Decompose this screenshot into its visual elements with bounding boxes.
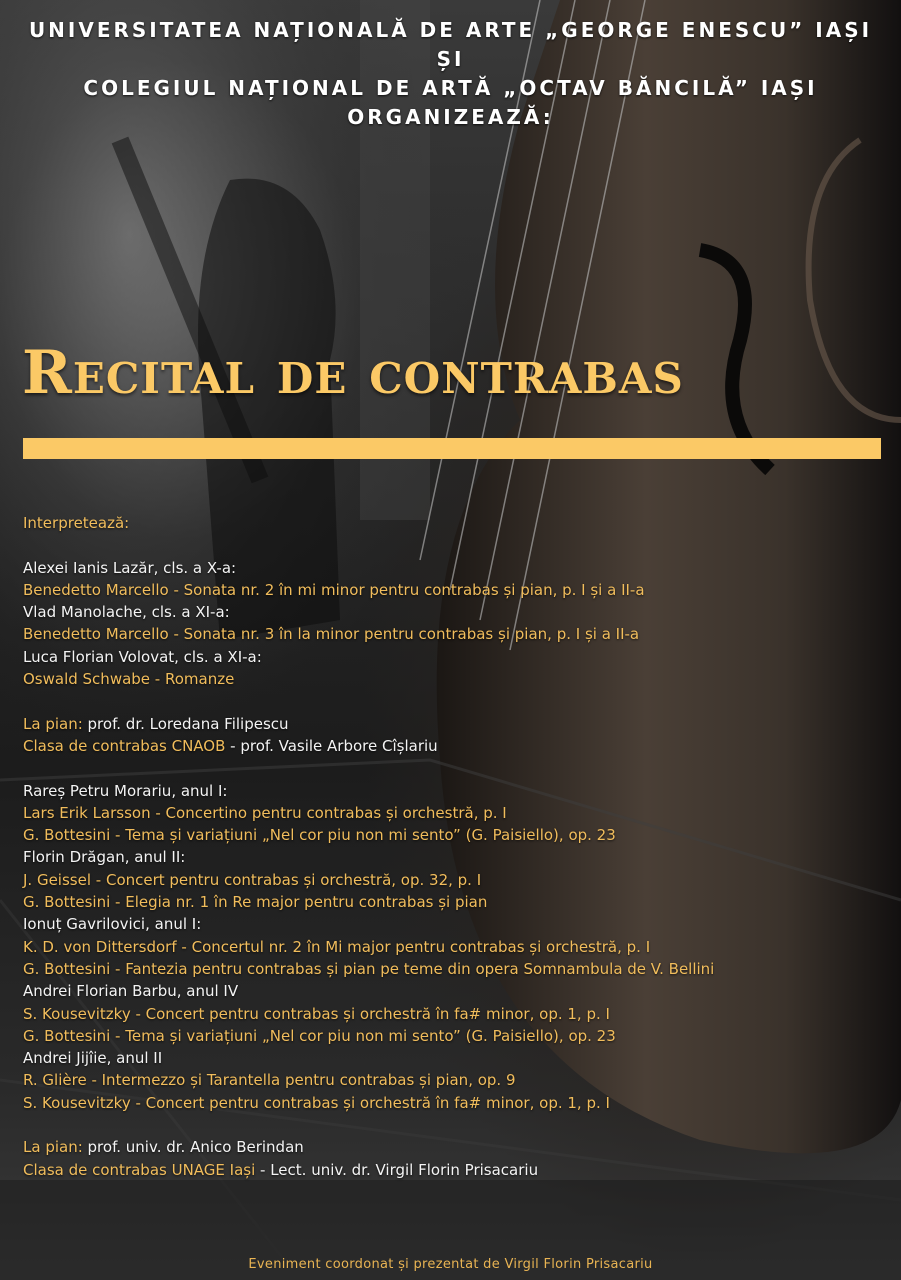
piece-work: - Tema și variațiuni „Nel cor piu non mi sento” (G. Paisiello), op. 23 [110, 1026, 616, 1045]
piece-composer: G. Bottesini [23, 826, 111, 845]
piece-work: - Concert pentru contrabas și orchestră, op. 32, p. I [91, 870, 482, 889]
pianist-label: La pian: [23, 1138, 83, 1157]
piece-work: - Intermezzo și Tarantella pentru contrabas și pian, op. 9 [86, 1071, 516, 1090]
title-underline-bar [23, 438, 881, 459]
organizer-university: UNIVERSITATEA NAȚIONALĂ DE ARTE „GEORGE ENESCU” IAȘI [28, 18, 873, 42]
organizer-college: COLEGIUL NAȚIONAL DE ARTĂ „OCTAV BĂNCILĂ” IAȘI [83, 76, 818, 100]
organizer-verb: ORGANIZEAZĂ: [347, 105, 554, 129]
pianist-name: prof. univ. dr. Anico Berindan [82, 1138, 304, 1157]
performer-line [23, 980, 893, 1002]
spacer [23, 1114, 893, 1136]
performer-line [23, 780, 893, 802]
performer-line [23, 846, 893, 868]
spacer [23, 757, 893, 779]
program-content [23, 512, 893, 1181]
spacer [23, 534, 893, 556]
piece-line [23, 1069, 893, 1091]
performer-name: Andrei Jijîie, anul II [23, 1049, 163, 1068]
spacer [23, 690, 893, 712]
piece-work: - Elegia nr. 1 în Re major pentru contrabas și pian [110, 893, 488, 912]
piece-composer: J. Geissel [23, 870, 92, 889]
piece-composer: G. Bottesini [23, 1026, 111, 1045]
performer-line [23, 646, 893, 668]
performer-name: Florin Drăgan, anul II: [23, 848, 186, 867]
piece-work: - Sonata nr. 3 în la minor pentru contrabas și pian, p. I și a II-a [168, 625, 640, 644]
class-line [23, 1159, 893, 1181]
pianist-line [23, 713, 893, 735]
piece-composer: Oswald Schwabe [23, 670, 151, 689]
performer-line [23, 913, 893, 935]
piece-line [23, 1092, 893, 1114]
piece-work: - Concertul nr. 2 în Mi major pentru contrabas și orchestră, p. I [176, 937, 651, 956]
piece-line [23, 958, 893, 980]
piece-line [23, 579, 893, 601]
performer-name: Ionuț Gavrilovici, anul I: [23, 915, 202, 934]
class-label: Clasa de contrabas CNAOB [23, 736, 226, 755]
intro-line [23, 512, 893, 534]
piece-work: - Romanze [150, 670, 235, 689]
piece-work: - Tema și variațiuni „Nel cor piu non mi sento” (G. Paisiello), op. 23 [110, 826, 616, 845]
pianist-line [23, 1136, 893, 1158]
class-label: Clasa de contrabas UNAGE Iași [23, 1160, 256, 1179]
class-line [23, 735, 893, 757]
performer-line [23, 1047, 893, 1069]
performer-name: Luca Florian Volovat, cls. a XI-a: [23, 647, 262, 666]
piece-line [23, 802, 893, 824]
piece-line [23, 623, 893, 645]
piece-composer: G. Bottesini [23, 893, 111, 912]
performer-name: Rareș Petru Morariu, anul I: [23, 781, 228, 800]
header-organizers [0, 16, 901, 132]
footer-coordinator: Eveniment coordonat și prezentat de Virgil Florin Prisacariu [248, 1257, 653, 1272]
piece-composer: Benedetto Marcello [23, 580, 169, 599]
pianist-label: La pian: [23, 714, 83, 733]
performer-name: Vlad Manolache, cls. a XI-a: [23, 603, 230, 622]
piece-composer: S. Kousevitzky [23, 1004, 131, 1023]
piece-line [23, 1003, 893, 1025]
piece-line [23, 668, 893, 690]
event-title: Recital de contrabas [22, 338, 684, 408]
performer-name: Alexei Ianis Lazăr, cls. a X-a: [23, 558, 237, 577]
piece-line [23, 936, 893, 958]
piece-composer: S. Kousevitzky [23, 1093, 131, 1112]
piece-work: - Concertino pentru contrabas și orchestră, p. I [150, 803, 507, 822]
piece-line [23, 824, 893, 846]
intro-label: Interpretează: [23, 514, 130, 532]
piece-composer: Benedetto Marcello [23, 625, 169, 644]
performer-line [23, 601, 893, 623]
performer-line [23, 557, 893, 579]
piece-work: - Concert pentru contrabas și orchestră în fa# minor, op. 1, p. I [130, 1004, 610, 1023]
piece-line [23, 1025, 893, 1047]
performer-name: Andrei Florian Barbu, anul IV [23, 982, 239, 1001]
piece-work: - Fantezia pentru contrabas și pian pe teme din opera Somnambula de V. Bellini [110, 959, 715, 978]
organizer-conjunction: ȘI [436, 47, 465, 71]
piece-composer: R. Glière [23, 1071, 87, 1090]
piece-line [23, 869, 893, 891]
piece-composer: K. D. von Dittersdorf [23, 937, 177, 956]
piece-work: - Sonata nr. 2 în mi minor pentru contrabas și pian, p. I și a II-a [168, 580, 645, 599]
pianist-name: prof. dr. Loredana Filipescu [82, 714, 289, 733]
class-teacher: - prof. Vasile Arbore Cîșlariu [225, 736, 438, 755]
class-teacher: - Lect. univ. dr. Virgil Florin Prisacariu [255, 1160, 539, 1179]
piece-line [23, 891, 893, 913]
piece-composer: G. Bottesini [23, 959, 111, 978]
piece-composer: Lars Erik Larsson [23, 803, 151, 822]
piece-work: - Concert pentru contrabas și orchestră în fa# minor, op. 1, p. I [130, 1093, 610, 1112]
